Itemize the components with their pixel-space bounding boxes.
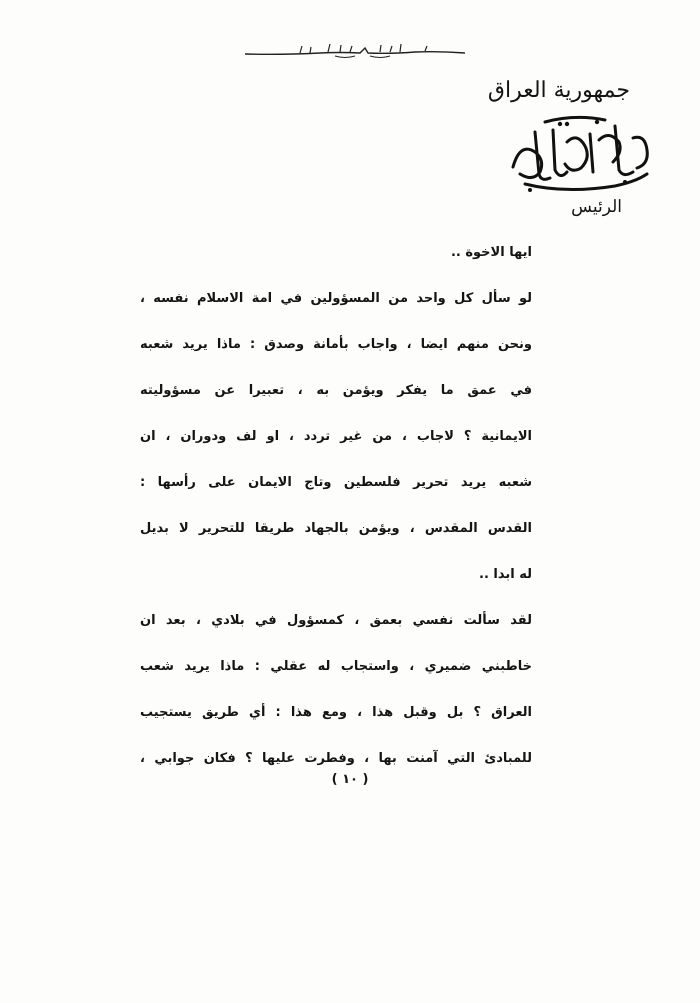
speech-body: [140, 244, 532, 796]
body-line: في عمق ما يفكر ويؤمن به ، تعبيرا عن مسؤوليته: [140, 383, 532, 398]
body-line: ونحن منهم ايضا ، واجاب بأمانة وصدق : ماذا يريد شعبه: [140, 337, 532, 352]
body-line: شعبه يريد تحرير فلسطين وتاج الايمان على رأسها :: [140, 475, 532, 490]
presidency-calligraphy-emblem: [505, 112, 655, 197]
body-line: القدس المقدس ، ويؤمن بالجهاد طريقا للتحرير لا بديل: [140, 521, 532, 536]
body-line: لقد سألت نفسي بعمق ، كمسؤول في بلادي ، بعد ان: [140, 613, 532, 628]
body-line: خاطبني ضميري ، واستجاب له عقلي : ماذا يريد شعب: [140, 659, 532, 674]
body-line: ايها الاخوة ..: [450, 245, 532, 260]
president-title: الرئيس: [571, 197, 622, 217]
body-line: له ابدا ..: [479, 567, 532, 582]
basmala-calligraphy: [240, 40, 470, 60]
body-line: العراق ؟ بل وقبل هذا ، ومع هذا : أي طريق يستجيب: [140, 705, 532, 720]
page-number: ( ١٠ ): [331, 772, 369, 787]
body-line: للمبادئ التي آمنت بها ، وفطرت عليها ؟ فكان جوابي ،: [140, 751, 532, 766]
body-line: لو سأل كل واحد من المسؤولين في امة الاسلام نفسه ،: [140, 291, 532, 306]
republic-of-iraq-heading: جمهورية العراق: [487, 78, 630, 103]
body-line: الايمانية ؟ لاجاب ، من غير تردد ، او لف ودوران ، ان: [140, 429, 532, 444]
